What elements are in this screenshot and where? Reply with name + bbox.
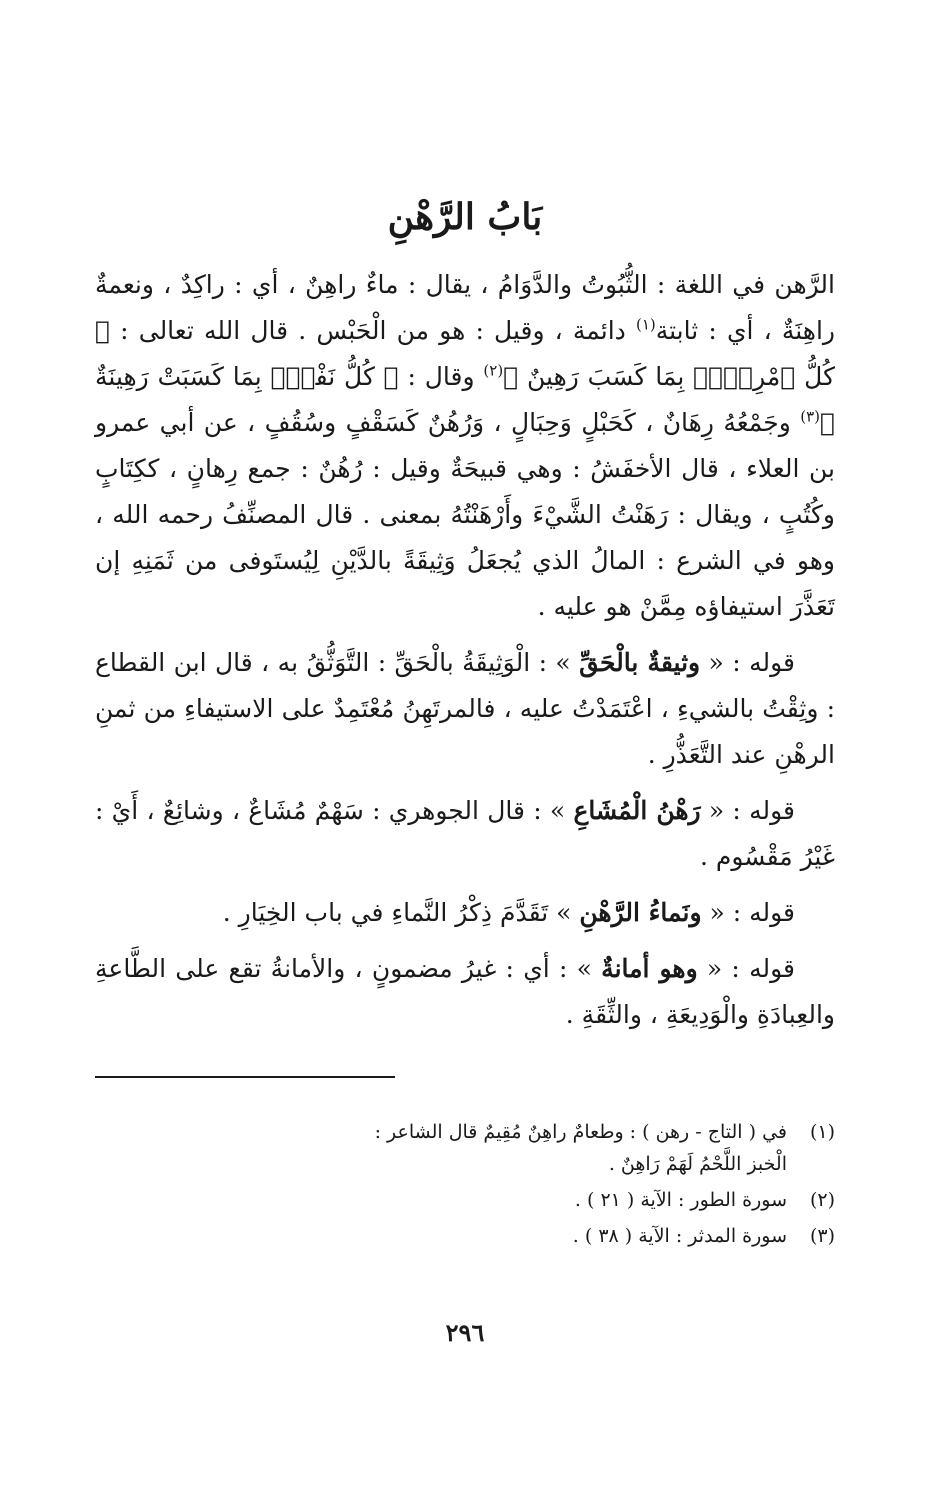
quote-open: قوله : « (700, 648, 795, 677)
book-page (95, 0, 835, 1490)
footnote-text: سورة المدثر : الآية ( ٣٨ ) . (572, 1225, 787, 1247)
footnote-ref-2[interactable]: (٢) (483, 361, 504, 380)
definition-text-2: دائمة ، وقيل : هو من الْحَبْس . قال الله تعالى : ﴿ كُلُّ ٱمْرِيِٕۭ بِمَا كَسَبَ رَهِينٌ ﴾ (95, 316, 835, 391)
footnote-text (275, 1116, 787, 1180)
footnote-text: سورة الطور : الآية ( ٢١ ) . (574, 1189, 787, 1211)
footnote-1 (275, 1116, 835, 1180)
page-number: ٢٩٦ (445, 1318, 485, 1347)
paragraph-amana (95, 946, 835, 1038)
term-mushaa: رَهْنُ الْمُشَاعِ (573, 796, 701, 825)
term-namaa: ونَماءُ الرَّهْنِ (579, 898, 702, 927)
term-amana: وهو أمانةٌ (601, 954, 698, 983)
footnote-2 (275, 1184, 835, 1216)
paragraph-mushaa (95, 788, 835, 880)
footnote-divider (95, 1076, 395, 1078)
footnote-text-verse: الْخبز اللَّحْمُ لَهَمْ رَاهِنٌ . (608, 1153, 787, 1175)
footnote-ref-1[interactable]: (١) (635, 315, 656, 334)
explanation-wathiqa: » : الْوَثِيقَةُ بالْحَقِّ : التَّوَثُّقُ به ، قال ابن القطاع : وثِقْتُ بالشيءِ ، اعْتَمَدْتُ عليه ، فالمرتَهِنُ مُعْتَمِدٌ على الاستيفاءِ من ثمنِ الرهْنِ عند التَّعَذُّرِ . (95, 648, 835, 769)
definition-text-4: وجَمْعُهُ رِهَانٌ ، كَحَبْلٍ وَحِبَالٍ ، وَرُهُنٌ كَسَقْفٍ وسُقُفٍ ، عن أبي عمرو بن العلاء ، قال الأخفَشُ : وهي قبيحَةٌ وقيل : رُهُنٌ : جمع رِهانٍ ، ككِتَابٍ وكُتُبٍ ، ويقال : رَهَنْتُ الشَّيْءَ وأَرْهَنْتُهُ بمعنى . قال المصنِّفُ رحمه الله ، وهو في الشرع : المالُ الذي يُجعَلُ وَثِيقَةً بالدَّيْنِ لِيُستَوفى من ثَمَنِهِ إن تَعَذَّرَ استيفاؤه مِمَّنْ هو عليه . (95, 408, 835, 621)
explanation-namaa: » تَقَدَّمَ ذِكْرُ النَّماءِ في باب الخِيَارِ . (222, 898, 580, 927)
main-text (95, 262, 835, 1048)
definition-text-1: الرَّهن في اللغة : الثُّبُوتُ والدَّوَامُ ، يقال : ماءٌ راهِنٌ ، أي : راكِدٌ ، ونعمةٌ راهِنَةٌ ، أي : ثابتة (95, 270, 835, 345)
footnote-text-main: في ( التاج - رهن ) : وطعامٌ راهِنٌ مُقِيمٌ قال الشاعر : (374, 1121, 787, 1143)
paragraph-namaa (95, 890, 835, 936)
chapter-title: بَابُ الرَّهْنِ (387, 196, 543, 238)
term-wathiqa: وثيقةٌ بالْحَقِّ (579, 648, 701, 677)
footnote-number: (٢) (809, 1189, 835, 1211)
quote-open: قوله : « (701, 898, 795, 927)
explanation-amana: » : أي : غيرُ مضمونٍ ، والأمانةُ تقع على الطَّاعةِ والعِبادَةِ والْوَدِيعَةِ ، والثِّقَةِ . (95, 954, 835, 1029)
quote-open: قوله : « (697, 954, 795, 983)
footnote-3 (275, 1220, 835, 1252)
paragraph-wathiqa (95, 640, 835, 778)
quote-open: قوله : « (700, 796, 795, 825)
footnotes (275, 1116, 835, 1256)
footnote-number: (٣) (809, 1225, 835, 1247)
paragraph-definition (95, 262, 835, 630)
footnote-ref-3[interactable]: (٣) (800, 407, 820, 426)
explanation-mushaa: » : قال الجوهري : سَهْمٌ مُشَاعٌ ، وشائِعٌ ، أَيْ : غَيْرُ مَقْسُوم . (95, 796, 835, 871)
definition-text-3: وقال : ﴿ كُلُّ نَفْسٍۭ بِمَا كَسَبَتْ رَهِينَةٌ ﴾ (95, 362, 835, 437)
footnote-number: (١) (809, 1121, 835, 1143)
